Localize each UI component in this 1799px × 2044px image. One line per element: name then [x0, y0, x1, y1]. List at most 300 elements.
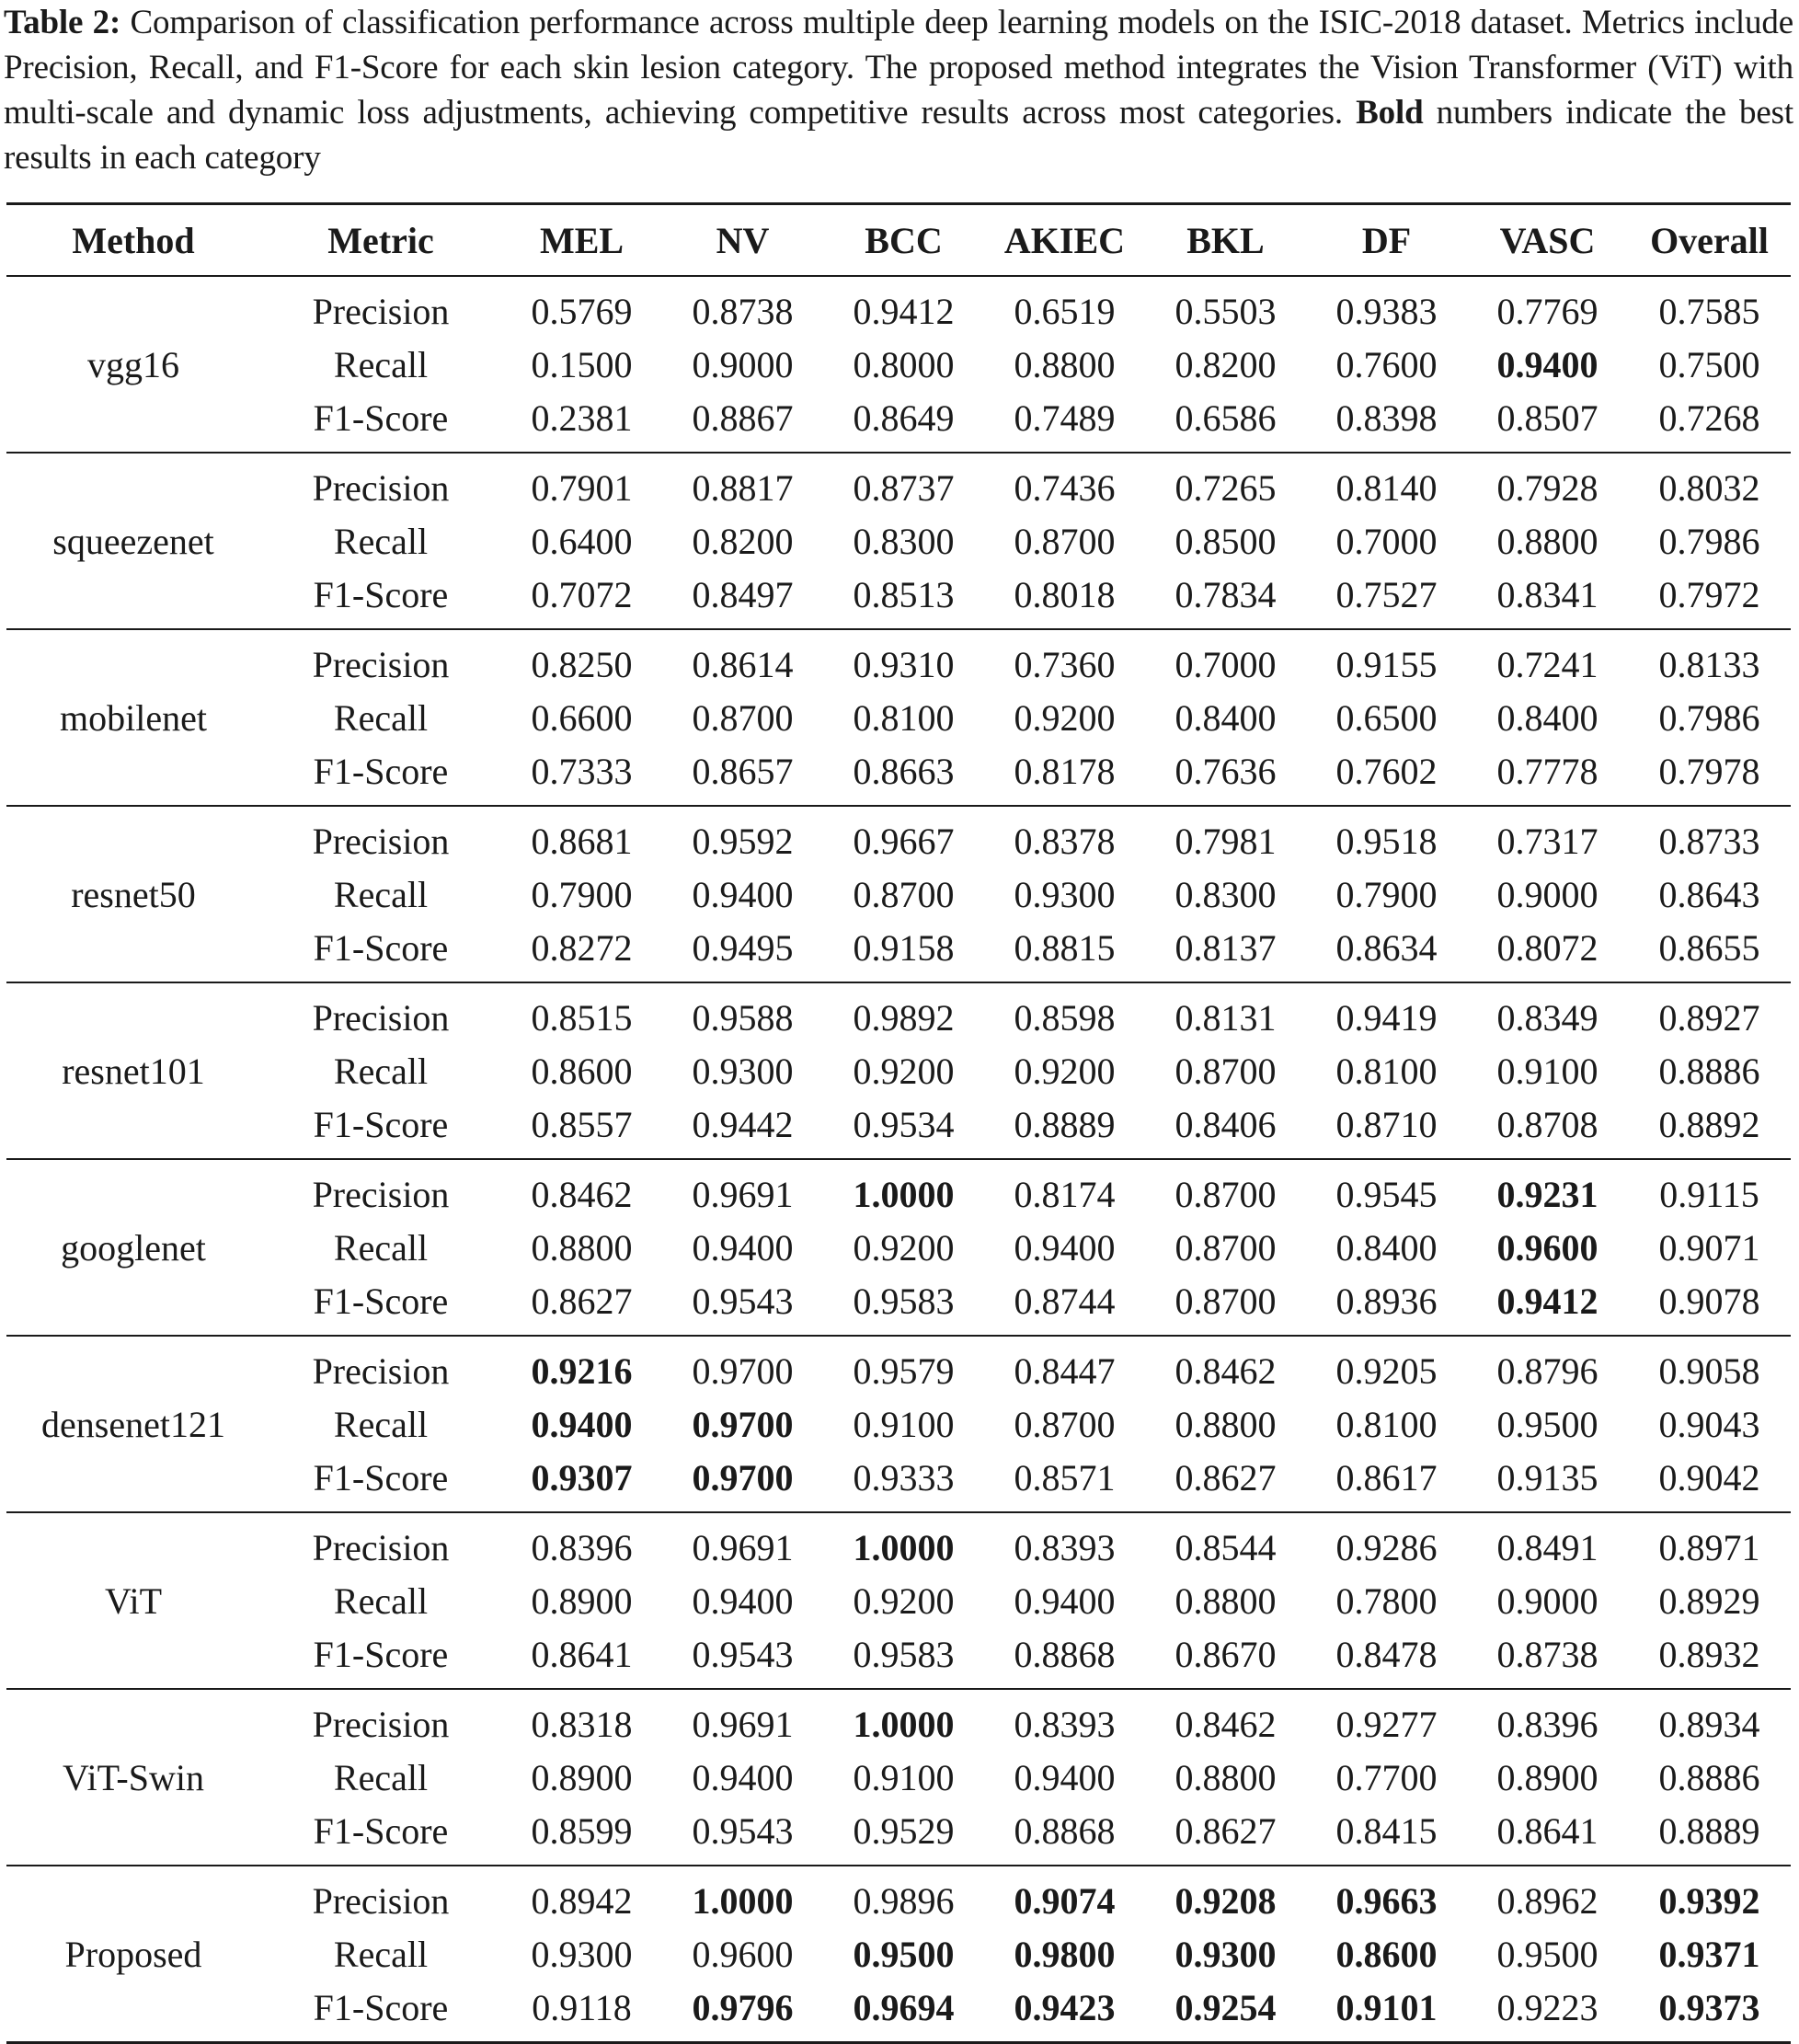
metric-name-cell: Recall	[333, 1756, 429, 1798]
value-cell: 0.8800	[1175, 1756, 1277, 1798]
value-cell: 0.8478	[1335, 1633, 1438, 1675]
value-cell: 0.8700	[1175, 1280, 1277, 1322]
value-cell: 0.9200	[853, 1050, 955, 1092]
results-table-wrapper	[6, 202, 1791, 2044]
value-cell: 0.9691	[692, 1173, 794, 1215]
value-cell: 0.9400	[531, 1403, 633, 1445]
method-group-vit-swin	[6, 1689, 1791, 1866]
method-group-densenet121	[6, 1336, 1791, 1512]
value-cell: 0.8700	[1175, 1050, 1277, 1092]
value-cell: 0.9691	[692, 1526, 794, 1568]
value-cell: 0.8072	[1496, 926, 1598, 969]
value-cell: 0.9412	[1496, 1280, 1598, 1322]
table-row	[6, 921, 1791, 982]
value-cell: 0.8513	[853, 573, 955, 615]
metric-name-cell: Recall	[333, 1226, 429, 1269]
value-cell: 0.8868	[1014, 1809, 1116, 1852]
value-cell: 1.0000	[853, 1703, 955, 1745]
value-cell: 0.9000	[1496, 873, 1598, 915]
value-cell: 0.8174	[1014, 1173, 1116, 1215]
value-cell: 0.8415	[1335, 1809, 1438, 1852]
value-cell: 0.8655	[1658, 926, 1760, 969]
value-cell: 0.9158	[853, 926, 955, 969]
value-cell: 0.9383	[1335, 290, 1438, 332]
column-header-df: DF	[1361, 219, 1412, 261]
value-cell: 0.7986	[1658, 520, 1760, 562]
table-row	[6, 1044, 1791, 1097]
table-row	[6, 1274, 1791, 1336]
table-row	[6, 691, 1791, 744]
value-cell: 0.9043	[1658, 1403, 1760, 1445]
value-cell: 0.9500	[853, 1933, 955, 1975]
value-cell: 0.9495	[692, 926, 794, 969]
metric-name-cell: Recall	[333, 1933, 429, 1975]
value-cell: 0.8708	[1496, 1103, 1598, 1145]
value-cell: 0.8500	[1175, 520, 1277, 562]
value-cell: 0.9663	[1335, 1879, 1438, 1922]
value-cell: 0.8744	[1014, 1280, 1116, 1322]
table-row	[6, 391, 1791, 453]
value-cell: 0.8681	[531, 820, 633, 862]
value-cell: 0.8800	[1175, 1403, 1277, 1445]
table-row	[6, 867, 1791, 921]
value-cell: 0.7527	[1335, 573, 1438, 615]
value-cell: 0.9208	[1175, 1879, 1277, 1922]
value-cell: 0.8137	[1175, 926, 1277, 969]
value-cell: 0.8378	[1014, 820, 1116, 862]
value-cell: 0.8962	[1496, 1879, 1598, 1922]
value-cell: 0.6500	[1335, 696, 1438, 739]
value-cell: 0.9529	[853, 1809, 955, 1852]
metric-name-cell: Precision	[312, 820, 450, 862]
column-header-method: Method	[72, 219, 195, 261]
column-header-akiec: AKIEC	[1003, 219, 1126, 261]
table-row	[6, 1981, 1791, 2043]
value-cell: 0.8886	[1658, 1756, 1760, 1798]
value-cell: 0.8544	[1175, 1526, 1277, 1568]
value-cell: 0.9200	[853, 1226, 955, 1269]
value-cell: 0.2381	[531, 396, 633, 439]
method-name-cell: squeezenet	[52, 520, 214, 562]
value-cell: 0.9071	[1658, 1226, 1760, 1269]
value-cell: 0.8400	[1175, 696, 1277, 739]
method-name-cell: resnet50	[71, 873, 196, 915]
value-cell: 0.8738	[692, 290, 794, 332]
value-cell: 0.9216	[531, 1349, 633, 1392]
value-cell: 0.9691	[692, 1703, 794, 1745]
value-cell: 0.9400	[692, 1226, 794, 1269]
method-group-squeezenet	[6, 453, 1791, 629]
value-cell: 0.8868	[1014, 1633, 1116, 1675]
value-cell: 0.8462	[1175, 1703, 1277, 1745]
metric-name-cell: Recall	[333, 1403, 429, 1445]
value-cell: 0.8131	[1175, 996, 1277, 1039]
value-cell: 0.7778	[1496, 750, 1598, 792]
value-cell: 0.7000	[1335, 520, 1438, 562]
value-cell: 0.9419	[1335, 996, 1438, 1039]
value-cell: 0.1500	[531, 343, 633, 385]
column-header-mel: MEL	[539, 219, 624, 261]
value-cell: 0.8398	[1335, 396, 1438, 439]
method-name-cell: vgg16	[87, 343, 179, 385]
value-cell: 0.9000	[1496, 1579, 1598, 1622]
value-cell: 0.9223	[1496, 1986, 1598, 2028]
value-cell: 0.8447	[1014, 1349, 1116, 1392]
metric-name-cell: Recall	[333, 520, 429, 562]
value-cell: 0.9042	[1658, 1456, 1760, 1499]
table-row	[6, 1397, 1791, 1451]
value-cell: 0.9307	[531, 1456, 633, 1499]
value-cell: 0.8815	[1014, 926, 1116, 969]
value-cell: 0.8971	[1658, 1526, 1760, 1568]
metric-name-cell: F1-Score	[313, 1456, 449, 1499]
value-cell: 0.8932	[1658, 1633, 1760, 1675]
value-cell: 0.8737	[853, 466, 955, 509]
value-cell: 0.8400	[1496, 696, 1598, 739]
value-cell: 0.9135	[1496, 1456, 1598, 1499]
table-row	[6, 514, 1791, 568]
method-name-cell: resnet101	[62, 1050, 205, 1092]
value-cell: 0.9400	[692, 1579, 794, 1622]
value-cell: 0.8178	[1014, 750, 1116, 792]
table-row	[6, 1574, 1791, 1627]
value-cell: 0.8614	[692, 643, 794, 685]
value-cell: 0.8100	[853, 696, 955, 739]
value-cell: 0.8491	[1496, 1526, 1598, 1568]
metric-name-cell: Precision	[312, 290, 450, 332]
column-header-bcc: BCC	[865, 219, 943, 261]
value-cell: 0.8396	[531, 1526, 633, 1568]
value-cell: 0.9423	[1014, 1986, 1116, 2028]
value-cell: 0.8700	[1014, 1403, 1116, 1445]
table-row	[6, 276, 1791, 338]
value-cell: 0.8800	[531, 1226, 633, 1269]
method-name-cell: densenet121	[41, 1403, 225, 1445]
value-cell: 0.9101	[1335, 1986, 1438, 2028]
table-row	[6, 1336, 1791, 1397]
method-name-cell: ViT-Swin	[63, 1756, 204, 1798]
value-cell: 0.9074	[1014, 1879, 1116, 1922]
value-cell: 0.8800	[1014, 343, 1116, 385]
value-cell: 0.7901	[531, 466, 633, 509]
value-cell: 0.8700	[1014, 520, 1116, 562]
value-cell: 0.8670	[1175, 1633, 1277, 1675]
value-cell: 0.7800	[1335, 1579, 1438, 1622]
value-cell: 0.7585	[1658, 290, 1760, 332]
value-cell: 0.8140	[1335, 466, 1438, 509]
value-cell: 0.5503	[1175, 290, 1277, 332]
table-row	[6, 1221, 1791, 1274]
value-cell: 0.8641	[531, 1633, 633, 1675]
value-cell: 0.9300	[1175, 1933, 1277, 1975]
value-cell: 0.8700	[853, 873, 955, 915]
value-cell: 0.9286	[1335, 1526, 1438, 1568]
value-cell: 0.8942	[531, 1879, 633, 1922]
value-cell: 0.7000	[1175, 643, 1277, 685]
value-cell: 0.9300	[692, 1050, 794, 1092]
value-cell: 0.9000	[692, 343, 794, 385]
value-cell: 0.8497	[692, 573, 794, 615]
value-cell: 0.9694	[853, 1986, 955, 2028]
value-cell: 0.7636	[1175, 750, 1277, 792]
value-cell: 0.9118	[532, 1986, 632, 2028]
value-cell: 0.8300	[853, 520, 955, 562]
value-cell: 0.8250	[531, 643, 633, 685]
value-cell: 0.9796	[692, 1986, 794, 2028]
value-cell: 0.8900	[1496, 1756, 1598, 1798]
header-row	[6, 204, 1791, 277]
value-cell: 0.8900	[531, 1756, 633, 1798]
method-group-proposed	[6, 1866, 1791, 2043]
value-cell: 0.9800	[1014, 1933, 1116, 1975]
value-cell: 0.8406	[1175, 1103, 1277, 1145]
value-cell: 0.9100	[853, 1403, 955, 1445]
value-cell: 0.9583	[853, 1633, 955, 1675]
value-cell: 0.9100	[853, 1756, 955, 1798]
value-cell: 0.8349	[1496, 996, 1598, 1039]
metric-name-cell: F1-Score	[313, 1103, 449, 1145]
value-cell: 0.8599	[531, 1809, 633, 1852]
column-header-nv: NV	[716, 219, 770, 261]
value-cell: 0.9667	[853, 820, 955, 862]
method-name-cell: mobilenet	[60, 696, 207, 739]
value-cell: 0.8733	[1658, 820, 1760, 862]
value-cell: 0.8663	[853, 750, 955, 792]
value-cell: 0.9231	[1496, 1173, 1598, 1215]
table-row	[6, 744, 1791, 806]
value-cell: 0.8936	[1335, 1280, 1438, 1322]
value-cell: 0.8200	[1175, 343, 1277, 385]
value-cell: 0.9400	[692, 1756, 794, 1798]
value-cell: 0.6586	[1175, 396, 1277, 439]
value-cell: 0.8462	[1175, 1349, 1277, 1392]
value-cell: 0.8600	[1335, 1933, 1438, 1975]
value-cell: 0.8886	[1658, 1050, 1760, 1092]
method-group-mobilenet	[6, 629, 1791, 806]
value-cell: 0.8200	[692, 520, 794, 562]
value-cell: 0.8738	[1496, 1633, 1598, 1675]
value-cell: 0.9400	[1014, 1579, 1116, 1622]
value-cell: 0.8300	[1175, 873, 1277, 915]
caption-bold-word: Bold	[1356, 94, 1424, 132]
table-row	[6, 453, 1791, 514]
value-cell: 0.6519	[1014, 290, 1116, 332]
table-header	[6, 204, 1791, 277]
value-cell: 0.8889	[1014, 1103, 1116, 1145]
table-row	[6, 982, 1791, 1044]
metric-name-cell: F1-Score	[313, 750, 449, 792]
value-cell: 0.9545	[1335, 1173, 1438, 1215]
metric-name-cell: F1-Score	[313, 396, 449, 439]
value-cell: 0.9200	[853, 1579, 955, 1622]
value-cell: 0.8133	[1658, 643, 1760, 685]
value-cell: 0.8571	[1014, 1456, 1116, 1499]
value-cell: 0.7500	[1658, 343, 1760, 385]
table-row	[6, 338, 1791, 391]
value-cell: 0.8557	[531, 1103, 633, 1145]
value-cell: 0.9543	[692, 1633, 794, 1675]
value-cell: 0.8032	[1658, 466, 1760, 509]
caption-text-part1: Comparison of classification performance across multiple deep learning models on the ISIC-2018 dataset. Metrics include Precision, Recall, and F1-Score for each skin lesion category. The proposed method integrates the Vision Transformer (ViT) with multi-scale and dynamic loss adjustments, achieving competitive results across most categories.	[4, 4, 1794, 132]
value-cell: 0.8800	[1175, 1579, 1277, 1622]
value-cell: 0.9892	[853, 996, 955, 1039]
value-cell: 0.8710	[1335, 1103, 1438, 1145]
metric-name-cell: F1-Score	[313, 1986, 449, 2028]
value-cell: 0.8796	[1496, 1349, 1598, 1392]
value-cell: 0.9500	[1496, 1933, 1598, 1975]
value-cell: 0.9300	[1014, 873, 1116, 915]
value-cell: 0.8929	[1658, 1579, 1760, 1622]
value-cell: 0.9400	[692, 873, 794, 915]
metric-name-cell: Precision	[312, 1703, 450, 1745]
value-cell: 0.6400	[531, 520, 633, 562]
table-row	[6, 1512, 1791, 1574]
metric-name-cell: Precision	[312, 1349, 450, 1392]
table-row	[6, 806, 1791, 867]
value-cell: 0.9700	[692, 1349, 794, 1392]
value-cell: 0.8318	[531, 1703, 633, 1745]
value-cell: 0.7265	[1175, 466, 1277, 509]
table-row	[6, 629, 1791, 691]
value-cell: 0.8927	[1658, 996, 1760, 1039]
value-cell: 0.8627	[1175, 1456, 1277, 1499]
metric-name-cell: Precision	[312, 643, 450, 685]
value-cell: 0.7268	[1658, 396, 1760, 439]
method-group-resnet50	[6, 806, 1791, 982]
value-cell: 0.8598	[1014, 996, 1116, 1039]
value-cell: 0.8393	[1014, 1526, 1116, 1568]
table-row	[6, 1866, 1791, 1927]
method-name-cell: Proposed	[64, 1933, 202, 1975]
value-cell: 0.7360	[1014, 643, 1116, 685]
value-cell: 0.7900	[1335, 873, 1438, 915]
value-cell: 0.9700	[692, 1403, 794, 1445]
value-cell: 0.9300	[531, 1933, 633, 1975]
value-cell: 0.9373	[1658, 1986, 1760, 2028]
value-cell: 0.7241	[1496, 643, 1598, 685]
value-cell: 0.9400	[1496, 343, 1598, 385]
method-group-vit	[6, 1512, 1791, 1689]
value-cell: 1.0000	[853, 1173, 955, 1215]
value-cell: 0.8617	[1335, 1456, 1438, 1499]
metric-name-cell: Precision	[312, 996, 450, 1039]
value-cell: 0.9100	[1496, 1050, 1598, 1092]
value-cell: 0.8000	[853, 343, 955, 385]
value-cell: 0.9700	[692, 1456, 794, 1499]
table-row	[6, 568, 1791, 629]
method-group-vgg16	[6, 276, 1791, 453]
value-cell: 0.9115	[1659, 1173, 1759, 1215]
value-cell: 0.8700	[1175, 1226, 1277, 1269]
value-cell: 0.8396	[1496, 1703, 1598, 1745]
value-cell: 0.7986	[1658, 696, 1760, 739]
value-cell: 0.8515	[531, 996, 633, 1039]
value-cell: 0.8643	[1658, 873, 1760, 915]
value-cell: 0.8600	[531, 1050, 633, 1092]
value-cell: 0.8657	[692, 750, 794, 792]
value-cell: 0.8627	[1175, 1809, 1277, 1852]
value-cell: 0.9600	[1496, 1226, 1598, 1269]
table-row	[6, 1451, 1791, 1512]
value-cell: 0.7900	[531, 873, 633, 915]
value-cell: 0.9600	[692, 1933, 794, 1975]
value-cell: 0.8649	[853, 396, 955, 439]
value-cell: 0.9277	[1335, 1703, 1438, 1745]
metric-name-cell: F1-Score	[313, 573, 449, 615]
value-cell: 0.8892	[1658, 1103, 1760, 1145]
value-cell: 0.6600	[531, 696, 633, 739]
value-cell: 0.8700	[692, 696, 794, 739]
table-row	[6, 1097, 1791, 1159]
method-group-resnet101	[6, 982, 1791, 1159]
value-cell: 0.7436	[1014, 466, 1116, 509]
metric-name-cell: Recall	[333, 343, 429, 385]
value-cell: 0.8817	[692, 466, 794, 509]
value-cell: 0.8889	[1658, 1809, 1760, 1852]
value-cell: 0.8900	[531, 1579, 633, 1622]
value-cell: 0.7834	[1175, 573, 1277, 615]
method-group-googlenet	[6, 1159, 1791, 1336]
value-cell: 0.9583	[853, 1280, 955, 1322]
value-cell: 0.9333	[853, 1456, 955, 1499]
value-cell: 0.7700	[1335, 1756, 1438, 1798]
value-cell: 0.9400	[1014, 1756, 1116, 1798]
value-cell: 0.7317	[1496, 820, 1598, 862]
value-cell: 0.8800	[1496, 520, 1598, 562]
value-cell: 0.9896	[853, 1879, 955, 1922]
column-header-metric: Metric	[327, 219, 434, 261]
value-cell: 0.8100	[1335, 1403, 1438, 1445]
value-cell: 0.7978	[1658, 750, 1760, 792]
value-cell: 0.8627	[531, 1280, 633, 1322]
value-cell: 0.7600	[1335, 343, 1438, 385]
caption-label: Table 2:	[4, 4, 121, 41]
value-cell: 0.8018	[1014, 573, 1116, 615]
value-cell: 0.8341	[1496, 573, 1598, 615]
value-cell: 0.9543	[692, 1280, 794, 1322]
value-cell: 0.9543	[692, 1809, 794, 1852]
value-cell: 0.7072	[531, 573, 633, 615]
method-name-cell: ViT	[104, 1579, 163, 1622]
table-row	[6, 1804, 1791, 1866]
value-cell: 0.9078	[1658, 1280, 1760, 1322]
value-cell: 0.7972	[1658, 573, 1760, 615]
table-row	[6, 1159, 1791, 1221]
metric-name-cell: F1-Score	[313, 926, 449, 969]
metric-name-cell: Precision	[312, 1879, 450, 1922]
column-header-overall: Overall	[1650, 219, 1769, 261]
value-cell: 0.9442	[692, 1103, 794, 1145]
value-cell: 0.8400	[1335, 1226, 1438, 1269]
column-header-bkl: BKL	[1186, 219, 1265, 261]
value-cell: 1.0000	[853, 1526, 955, 1568]
column-header-vasc: VASC	[1499, 219, 1596, 261]
value-cell: 0.9058	[1658, 1349, 1760, 1392]
value-cell: 1.0000	[692, 1879, 794, 1922]
value-cell: 0.9500	[1496, 1403, 1598, 1445]
value-cell: 0.9592	[692, 820, 794, 862]
value-cell: 0.7769	[1496, 290, 1598, 332]
value-cell: 0.8272	[531, 926, 633, 969]
value-cell: 0.9200	[1014, 1050, 1116, 1092]
table-row	[6, 1627, 1791, 1689]
table-caption	[4, 0, 1793, 180]
value-cell: 0.7333	[531, 750, 633, 792]
metric-name-cell: Precision	[312, 1173, 450, 1215]
value-cell: 0.8507	[1496, 396, 1598, 439]
value-cell: 0.9310	[853, 643, 955, 685]
value-cell: 0.9534	[853, 1103, 955, 1145]
